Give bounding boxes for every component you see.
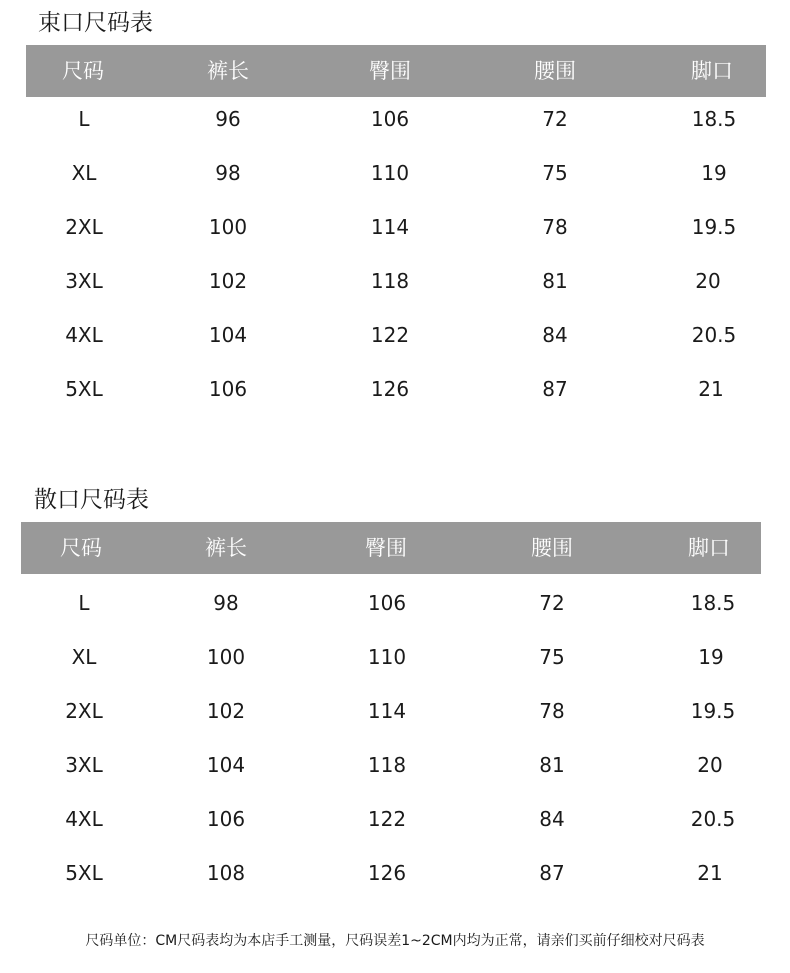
table-row xyxy=(0,146,790,200)
cell-waist: 81 xyxy=(542,269,568,293)
cell-hip: 122 xyxy=(367,807,407,831)
cell-size: XL xyxy=(71,645,97,669)
header-leg-opening: 脚口 xyxy=(688,536,730,560)
cell-waist: 75 xyxy=(542,161,568,185)
cell-size: 2XL xyxy=(65,215,103,239)
cell-length: 104 xyxy=(208,323,248,347)
cell-size: 5XL xyxy=(65,861,103,885)
cell-leg-opening: 19.5 xyxy=(690,699,736,723)
cell-waist: 78 xyxy=(539,699,565,723)
header-hip: 臀围 xyxy=(369,59,411,83)
table-row xyxy=(0,630,790,684)
cell-waist: 75 xyxy=(539,645,565,669)
cell-size: 2XL xyxy=(65,699,103,723)
table-row xyxy=(0,254,790,308)
cell-length: 96 xyxy=(215,107,241,131)
cell-hip: 114 xyxy=(367,699,407,723)
table-row xyxy=(0,684,790,738)
cell-size: 5XL xyxy=(65,377,103,401)
cell-size: XL xyxy=(71,161,97,185)
cell-leg-opening: 20.5 xyxy=(690,807,736,831)
cell-hip: 118 xyxy=(367,753,407,777)
cell-length: 106 xyxy=(206,807,246,831)
cell-leg-opening: 21 xyxy=(697,861,723,885)
cell-waist: 78 xyxy=(542,215,568,239)
cell-hip: 114 xyxy=(370,215,410,239)
cell-length: 104 xyxy=(206,753,246,777)
cell-length: 100 xyxy=(208,215,248,239)
cell-waist: 87 xyxy=(542,377,568,401)
cell-length: 106 xyxy=(208,377,248,401)
measurement-note: 尺码单位：CM尺码表均为本店手工测量，尺码误差1~2CM内均为正常，请亲们买前仔细校对尺码表 xyxy=(85,933,705,949)
table-title: 散口尺码表 xyxy=(34,487,149,513)
table-row xyxy=(0,200,790,254)
cell-hip: 110 xyxy=(370,161,410,185)
cell-hip: 106 xyxy=(367,591,407,615)
table-row xyxy=(0,576,790,630)
table-header xyxy=(21,522,761,574)
cell-leg-opening: 19 xyxy=(701,161,727,185)
table-row xyxy=(0,738,790,792)
cell-hip: 126 xyxy=(367,861,407,885)
header-waist: 腰围 xyxy=(531,536,573,560)
cell-leg-opening: 19.5 xyxy=(691,215,737,239)
cell-length: 102 xyxy=(206,699,246,723)
table-row xyxy=(0,792,790,846)
table-row xyxy=(0,362,790,416)
header-size: 尺码 xyxy=(60,536,102,560)
cell-length: 108 xyxy=(206,861,246,885)
header-leg-opening: 脚口 xyxy=(691,59,733,83)
cell-size: 3XL xyxy=(65,753,103,777)
cell-size: 3XL xyxy=(65,269,103,293)
header-hip: 臀围 xyxy=(365,536,407,560)
cell-waist: 72 xyxy=(542,107,568,131)
cell-length: 98 xyxy=(213,591,239,615)
cell-waist: 87 xyxy=(539,861,565,885)
cell-waist: 84 xyxy=(539,807,565,831)
cell-leg-opening: 21 xyxy=(698,377,724,401)
cell-hip: 110 xyxy=(367,645,407,669)
cell-waist: 72 xyxy=(539,591,565,615)
cell-leg-opening: 20 xyxy=(697,753,723,777)
cell-leg-opening: 18.5 xyxy=(690,591,736,615)
header-length: 裤长 xyxy=(207,59,249,83)
table-title: 束口尺码表 xyxy=(38,10,153,36)
cell-leg-opening: 19 xyxy=(698,645,724,669)
cell-length: 100 xyxy=(206,645,246,669)
cell-waist: 84 xyxy=(542,323,568,347)
cell-hip: 126 xyxy=(370,377,410,401)
header-length: 裤长 xyxy=(205,536,247,560)
table-row xyxy=(0,846,790,900)
cell-waist: 81 xyxy=(539,753,565,777)
cell-leg-opening: 20.5 xyxy=(691,323,737,347)
cell-size: 4XL xyxy=(65,323,103,347)
header-waist: 腰围 xyxy=(534,59,576,83)
header-size: 尺码 xyxy=(62,59,104,83)
cell-hip: 118 xyxy=(370,269,410,293)
cell-hip: 122 xyxy=(370,323,410,347)
cell-length: 98 xyxy=(215,161,241,185)
cell-size: L xyxy=(78,107,90,131)
table-row xyxy=(0,92,790,146)
table-header xyxy=(26,45,766,97)
cell-size: L xyxy=(78,591,90,615)
cell-leg-opening: 20 xyxy=(695,269,721,293)
cell-leg-opening: 18.5 xyxy=(691,107,737,131)
cell-size: 4XL xyxy=(65,807,103,831)
table-row xyxy=(0,308,790,362)
cell-hip: 106 xyxy=(370,107,410,131)
cell-length: 102 xyxy=(208,269,248,293)
